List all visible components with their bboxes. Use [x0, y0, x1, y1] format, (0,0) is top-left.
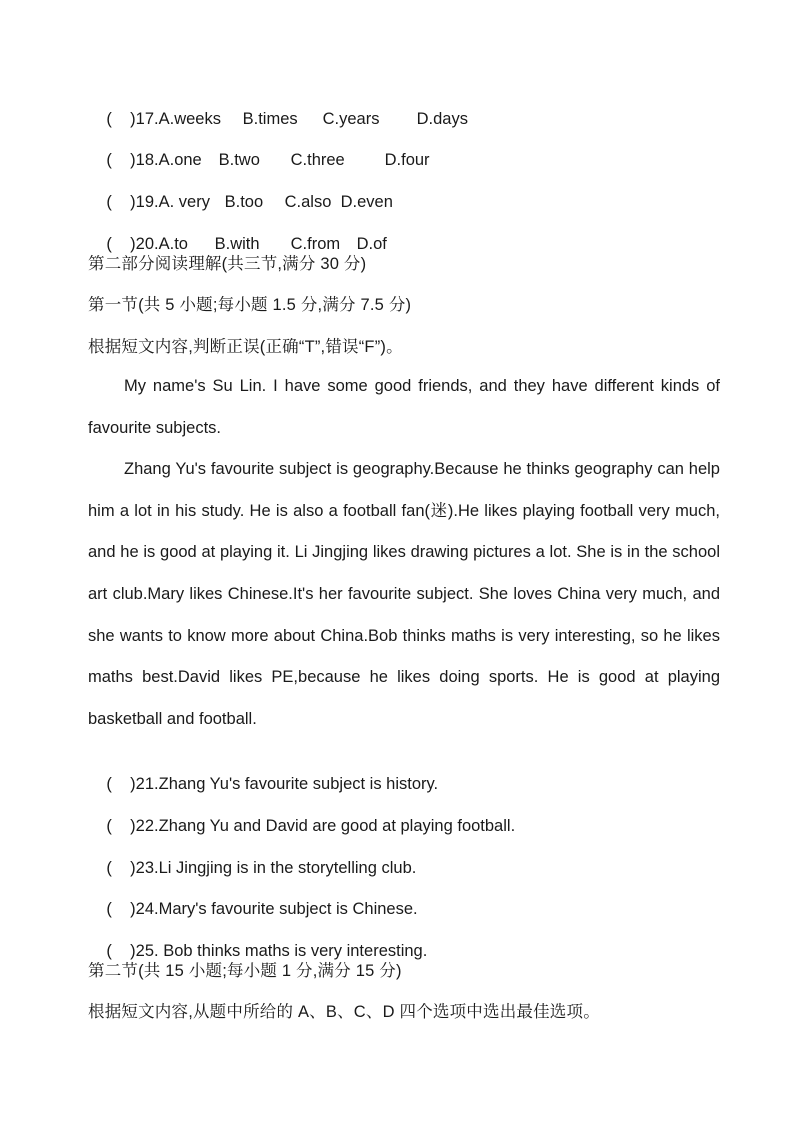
question-number: ( )25.: [106, 942, 159, 960]
option-b: B.two: [218, 151, 260, 169]
question-number: ( )17.: [106, 110, 159, 128]
question-number: ( )24.: [106, 900, 159, 918]
part2-heading: 第二部分阅读理解(共三节,满分 30 分): [88, 255, 367, 273]
option-a: A.one: [158, 151, 202, 169]
option-b: B.times: [242, 110, 298, 128]
option-c: C.years: [322, 110, 380, 128]
question-text: Mary's favourite subject is Chinese.: [158, 900, 418, 918]
question-text: Li Jingjing is in the storytelling club.: [158, 859, 417, 877]
option-b: B.too: [224, 193, 264, 211]
reading-passage: [88, 366, 720, 740]
option-d: D.four: [384, 151, 430, 169]
passage-paragraph-2: Zhang Yu's favourite subject is geography.Because he thinks geography can help him a lot in his study. He is also a football fan(迷).He likes playing football very much, and he is good at playing it. Li Jingjing likes drawing pictures a lot. She is in the school art club.Mary likes Chinese.It's her favourite subject. She loves China very much, and she wants to know more about China.Bob thinks maths is very interesting, so he likes maths best.David likes PE,because he likes doing sports. He is good at playing basketball and football.: [88, 460, 720, 728]
option-a: A.to: [158, 235, 188, 253]
section1-heading: 第一节(共 5 小题;每小题 1.5 分,满分 7.5 分): [88, 296, 412, 314]
option-c: C.also: [284, 193, 332, 211]
option-c: C.from: [290, 235, 341, 253]
option-d: D.days: [416, 110, 468, 128]
option-d: D.even: [340, 193, 393, 211]
question-text: Zhang Yu's favourite subject is history.: [158, 775, 439, 793]
option-a: A. very: [158, 193, 210, 211]
question-text: Bob thinks maths is very interesting.: [158, 942, 428, 960]
section2-heading: 第二节(共 15 小题;每小题 1 分,满分 15 分): [88, 962, 402, 980]
question-number: ( )22.: [106, 817, 159, 835]
option-a: A.weeks: [158, 110, 221, 128]
question-number: ( )23.: [106, 859, 159, 877]
section2-instruction: 根据短文内容,从题中所给的 A、B、C、D 四个选项中选出最佳选项。: [88, 1003, 600, 1021]
section1-instruction: 根据短文内容,判断正误(正确“T”,错误“F”)。: [88, 338, 403, 356]
question-number: ( )21.: [106, 775, 159, 793]
option-d: D.of: [356, 235, 387, 253]
question-number: ( )18.: [106, 151, 159, 169]
passage-paragraph-1: My name's Su Lin. I have some good friends, and they have different kinds of favourite subjects.: [88, 377, 720, 437]
question-number: ( )20.: [106, 235, 159, 253]
question-text: Zhang Yu and David are good at playing football.: [158, 817, 516, 835]
option-c: C.three: [290, 151, 345, 169]
option-b: B.with: [214, 235, 260, 253]
question-number: ( )19.: [106, 193, 159, 211]
